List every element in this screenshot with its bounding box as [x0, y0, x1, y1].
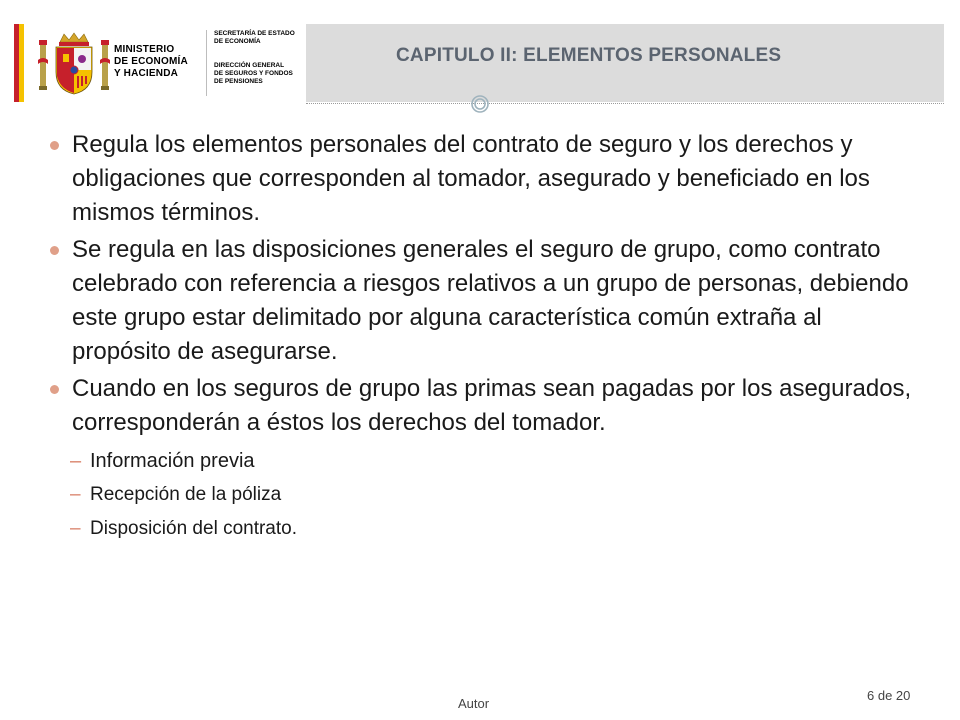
bullet-text: Cuando en los seguros de grupo las primas sean pagadas por los asegurados, corresponderán a éstos los derechos del tomador.: [72, 375, 912, 436]
coat-of-arms-icon: [36, 32, 112, 96]
bullet-text: Regula los elementos personales del contrato de seguro y los derechos y obligaciones que corresponden al tomador, asegurado y beneficiado en los mismos términos.: [72, 131, 870, 226]
bullet-item: [45, 128, 915, 230]
bullet-text: Se regula en las disposiciones generales el seguro de grupo, como contrato celebrado con referencia a riesgos relativos a un grupo de personas, debiendo este grupo estar delimitado por alguna característica común extraña al propósito de asegurarse.: [72, 236, 909, 365]
bullet-item: [45, 372, 915, 440]
bullet-dot-icon: [50, 385, 59, 394]
bullet-dot-icon: [50, 246, 59, 255]
secretaria-line: DE ECONOMÍA: [214, 38, 261, 45]
sub-item-text: Información previa: [90, 450, 255, 472]
sub-item-text: Disposición del contrato.: [90, 518, 297, 539]
ministry-line: DE ECONOMÍA: [114, 56, 188, 67]
ministry-line: MINISTERIO: [114, 44, 175, 55]
ministry-line: Y HACIENDA: [114, 68, 179, 79]
sub-item: [45, 446, 915, 476]
direccion-line: DE PENSIONES: [214, 78, 263, 85]
bullet-dot-icon: [50, 141, 59, 150]
direccion-line: DE SEGUROS Y FONDOS: [214, 70, 293, 77]
footer-author: Autor: [458, 696, 490, 711]
dash-marker: –: [70, 484, 81, 505]
logo-departments: [214, 30, 306, 86]
direccion-line: DIRECCIÓN GENERAL: [214, 62, 285, 69]
sub-item: [45, 514, 915, 544]
sub-item: [45, 480, 915, 510]
flag-stripe-yellow: [19, 24, 24, 102]
sub-item-text: Recepción de la póliza: [90, 484, 282, 505]
ministry-logo: [14, 24, 306, 102]
logo-separator: [206, 30, 207, 96]
ministry-name: [114, 44, 202, 80]
ring-ornament-icon: [470, 94, 490, 114]
bullet-item: [45, 233, 915, 369]
header-divider: [306, 103, 944, 104]
dash-marker: –: [70, 518, 81, 539]
slide-content: [45, 128, 915, 544]
secretaria-line: SECRETARÍA DE ESTADO: [214, 30, 295, 37]
page-number: 6 de 20: [867, 688, 911, 703]
slide-title: CAPITULO II: ELEMENTOS PERSONALES: [396, 45, 782, 66]
dash-marker: –: [70, 450, 82, 472]
